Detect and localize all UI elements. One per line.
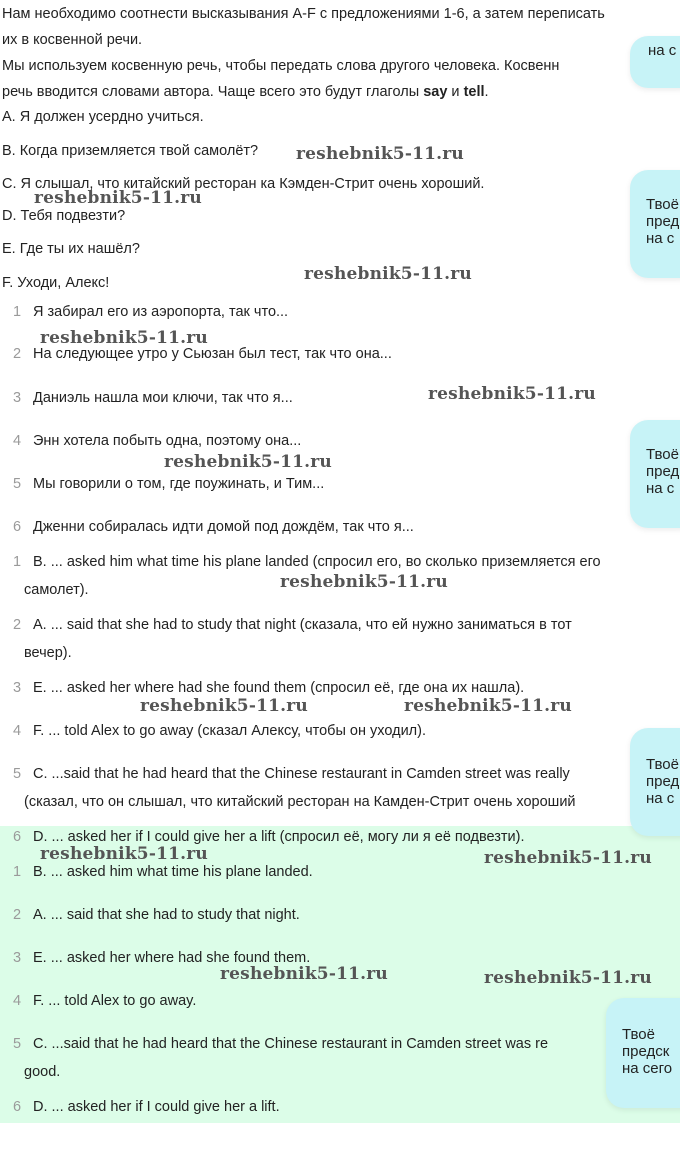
intro-line-4: речь вводится словами автора. Чаще всего это будут глаголы say и tell.: [2, 84, 489, 100]
watermark: reshebnik5-11.ru: [484, 848, 652, 868]
watermark: reshebnik5-11.ru: [220, 964, 388, 984]
answer-item: 1 B. ... asked him what time his plane landed.: [13, 864, 313, 880]
sentence-item: 4 Энн хотела побыть одна, поэтому она...: [13, 433, 302, 449]
watermark: reshebnik5-11.ru: [296, 144, 464, 164]
watermark: reshebnik5-11.ru: [484, 968, 652, 988]
chat-bubble[interactable]: [630, 170, 680, 278]
watermark: reshebnik5-11.ru: [164, 452, 332, 472]
watermark: reshebnik5-11.ru: [428, 384, 596, 404]
chat-bubble[interactable]: [630, 728, 680, 836]
answer-item: 6 D. ... asked her if I could give her a lift.: [13, 1099, 280, 1115]
bubble-text: Твоё: [646, 196, 679, 213]
answer-item: 4 F. ... told Alex to go away.: [13, 993, 197, 1009]
intro-line-1: Нам необходимо соотнести высказывания A-F с предложениями 1-6, а затем переписать: [2, 6, 605, 22]
answer-item: 5 C. ...said that he had heard that the Chinese restaurant in Camden street was re: [13, 1036, 549, 1052]
sentence-item: 3 Даниэль нашла мои ключи, так что я...: [13, 390, 293, 406]
watermark: reshebnik5-11.ru: [404, 696, 572, 716]
bubble-text: предск: [622, 1043, 670, 1060]
translation-item: 6 D. ... asked her if I could give her a lift (спросил её, могу ли я её подвезти).: [13, 829, 525, 845]
translation-continuation: вечер).: [24, 645, 72, 661]
bubble-text: Твоё: [646, 446, 679, 463]
answer-item: 3 E. ... asked her where had she found them.: [13, 950, 311, 966]
watermark: reshebnik5-11.ru: [34, 188, 202, 208]
say-keyword: say: [423, 84, 448, 100]
statement-e: E. Где ты их нашёл?: [2, 241, 140, 257]
answer-item: 2 A. ... said that she had to study that night.: [13, 907, 300, 923]
bubble-text: Твоё: [646, 756, 679, 773]
translation-item: 5 C. ...said that he had heard that the Chinese restaurant in Camden street was really: [13, 766, 570, 782]
sentence-item: 2 На следующее утро у Сьюзан был тест, так что она...: [13, 346, 392, 362]
translation-item: 2 A. ... said that she had to study that night (сказала, что ей нужно заниматься в тот: [13, 617, 572, 633]
translation-continuation: (сказал, что он слышал, что китайский ресторан на Камден-Стрит очень хороший: [24, 794, 576, 810]
sentence-item: 1 Я забирал его из аэропорта, так что...: [13, 304, 289, 320]
watermark: reshebnik5-11.ru: [40, 844, 208, 864]
bubble-text: на с: [646, 480, 675, 497]
sentence-item: 5 Мы говорили о том, где поужинать, и Тим...: [13, 476, 325, 492]
bubble-text: Твоё: [622, 1026, 655, 1043]
bubble-text: пред: [646, 213, 680, 230]
bubble-text: на с: [648, 42, 677, 59]
intro-line-2: их в косвенной речи.: [2, 32, 143, 48]
watermark: reshebnik5-11.ru: [140, 696, 308, 716]
translation-item: 3 E. ... asked her where had she found them (спросил её, где она их нашла).: [13, 680, 525, 696]
chat-bubble[interactable]: [606, 998, 680, 1108]
translation-continuation: самолет).: [24, 582, 89, 598]
intro-line-3: Мы используем косвенную речь, чтобы передать слова другого человека. Косвенн: [2, 58, 560, 74]
bubble-text: пред: [646, 773, 680, 790]
sentence-item: 6 Дженни собиралась идти домой под дождём, так что я...: [13, 519, 414, 535]
chat-bubble[interactable]: [630, 36, 680, 88]
translation-item: 4 F. ... told Alex to go away (сказал Алексу, чтобы он уходил).: [13, 723, 426, 739]
watermark: reshebnik5-11.ru: [280, 572, 448, 592]
bubble-text: на с: [646, 230, 675, 247]
statement-a: A. Я должен усердно учиться.: [2, 109, 204, 125]
statement-f: F. Уходи, Алекс!: [2, 275, 110, 291]
statement-d: D. Тебя подвезти?: [2, 208, 126, 224]
statement-c: C. Я слышал, что китайский ресторан ка Кэмден-Стрит очень хороший.: [2, 176, 485, 192]
bubble-text: на с: [646, 790, 675, 807]
bubble-text: пред: [646, 463, 680, 480]
watermark: reshebnik5-11.ru: [304, 264, 472, 284]
chat-bubble[interactable]: [630, 420, 680, 528]
statement-b: B. Когда приземляется твой самолёт?: [2, 143, 259, 159]
bubble-text: на сего: [622, 1060, 673, 1077]
translation-item: 1 B. ... asked him what time his plane landed (спросил его, во сколько приземляется его: [13, 554, 601, 570]
answer-continuation: good.: [24, 1064, 61, 1080]
tell-keyword: tell: [463, 84, 485, 100]
watermark: reshebnik5-11.ru: [40, 328, 208, 348]
